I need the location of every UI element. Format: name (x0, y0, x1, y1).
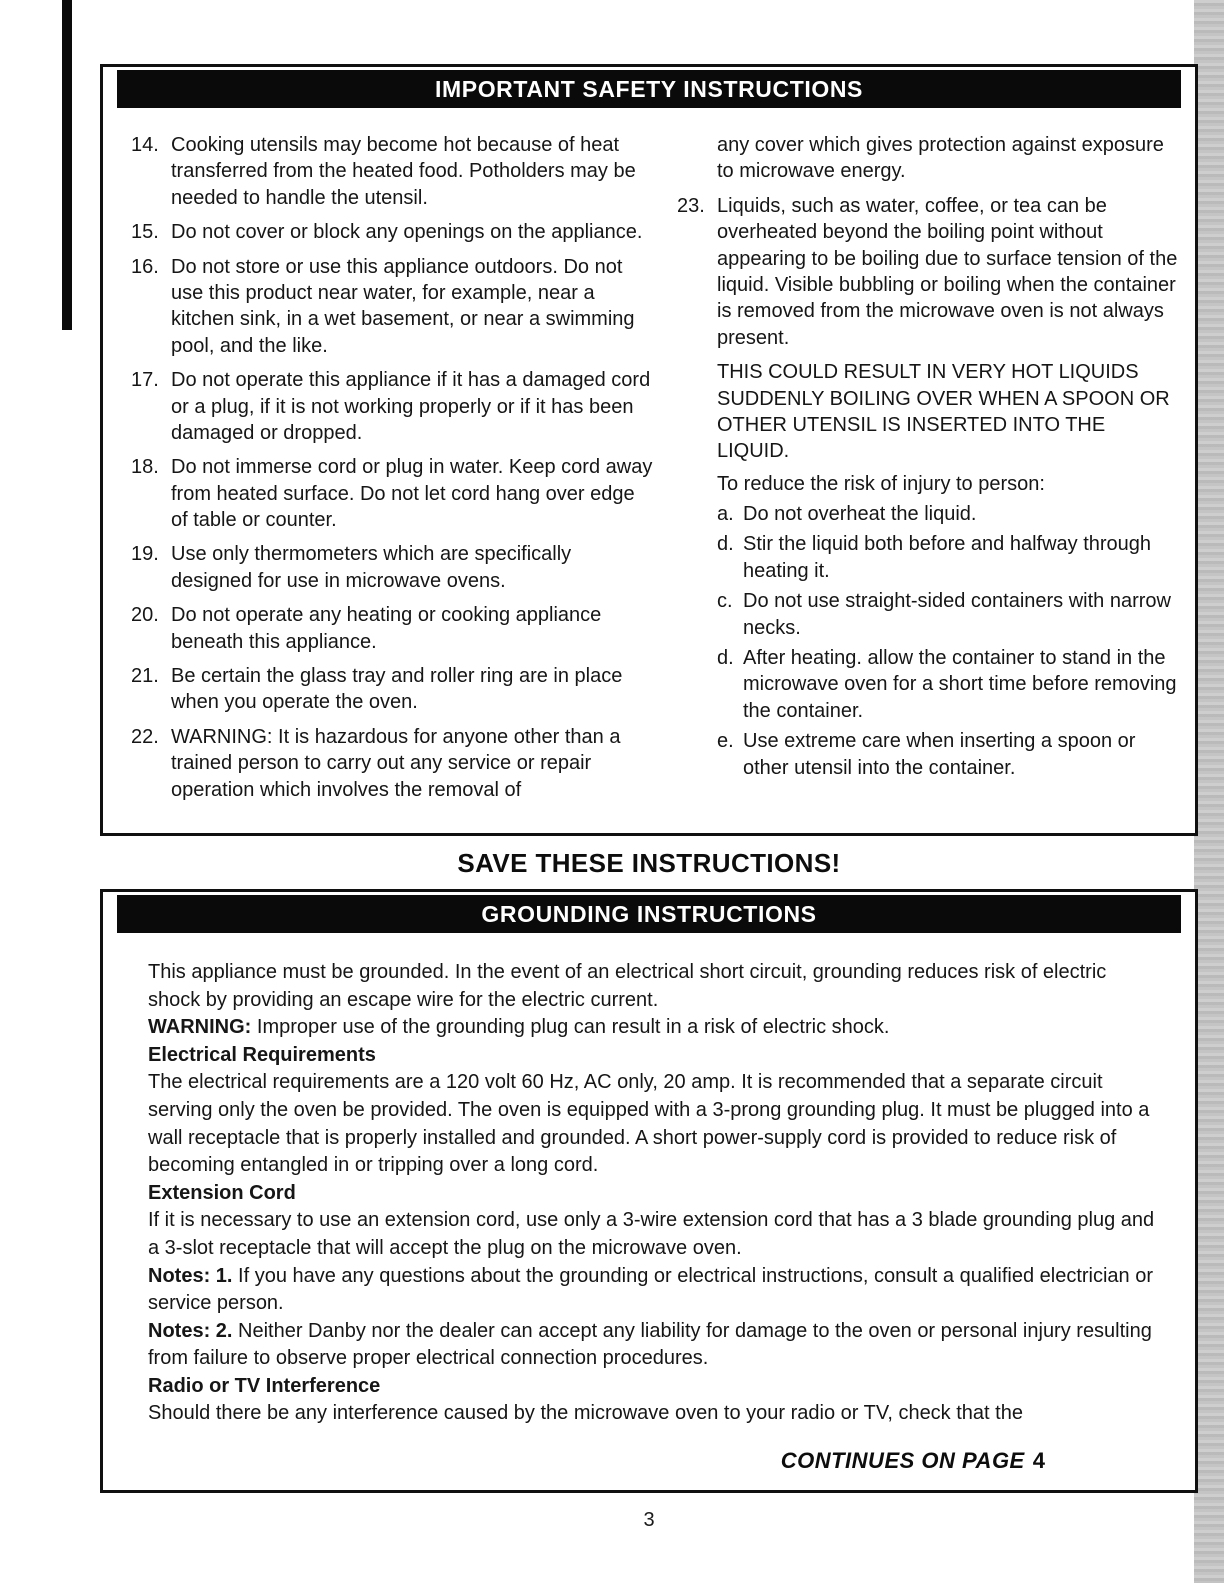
sub-letter: e. (717, 730, 734, 753)
continues-page-number: 4 (1032, 1448, 1045, 1474)
safety-item-16 (131, 254, 653, 360)
item-text: Do not immerse cord or plug in water. Keep cord away from heated surface. Do not let cord hang over edge of table or counter. (171, 456, 653, 532)
item-number: 23. (677, 194, 705, 217)
item-text: Cooking utensils may become hot because of heat transferred from the heated food. Potholders may be needed to handle the utensil. (171, 134, 636, 209)
continues-note (103, 1448, 1195, 1474)
item-text: WARNING: It is hazardous for anyone other than a trained person to carry out any service or repair operation which involves the removal of (171, 725, 621, 801)
sub-text: After heating. allow the container to stand in the microwave oven for a short time before removing the container. (743, 647, 1177, 722)
item-number: 18. (131, 456, 159, 479)
item-number: 19. (131, 543, 159, 566)
radio-tv-interference-heading: Radio or TV Interference (148, 1374, 381, 1397)
safety-item-15 (131, 219, 653, 245)
sub-item-d (717, 645, 1181, 724)
warning-label: WARNING: (148, 1016, 252, 1039)
sub-item-a (717, 501, 1181, 527)
safety-title-bar (117, 70, 1181, 108)
grounding-title: GROUNDING INSTRUCTIONS (481, 900, 817, 927)
sub-text: Use extreme care when inserting a spoon or other utensil into the container. (743, 730, 1136, 779)
grounding-warning (148, 1014, 1155, 1042)
extension-cord-heading: Extension Cord (148, 1181, 296, 1204)
radio-tv-interference-paragraph: Should there be any interference caused by the microwave oven to your radio or TV, check that the (148, 1402, 1023, 1425)
item-number (677, 132, 717, 185)
grounding-instructions-section (100, 889, 1198, 1493)
notes-2-text: Neither Danby nor the dealer can accept any liability for damage to the oven or personal injury resulting from failure to observe proper electrical connection procedures. (148, 1319, 1152, 1370)
safety-item-23 (677, 193, 1181, 351)
sub-text: Do not use straight-sided containers with narrow necks. (743, 590, 1171, 639)
sub-letter: c. (717, 590, 733, 613)
manual-page (100, 0, 1198, 1532)
item-number: 22. (131, 725, 159, 748)
sub-item-c (717, 588, 1181, 641)
electrical-requirements-paragraph: The electrical requirements are a 120 volt 60 Hz, AC only, 20 amp. It is recommended that a separate circuit serving only the oven be provided. The oven is equipped with a 3-prong grounding plug. It must be plugged into a wall receptacle that is properly installed and grounded. A short power-supply cord is provided to reduce risk of becoming entangled in or tripping over a long cord. (148, 1071, 1150, 1177)
grounding-title-bar (117, 895, 1181, 933)
safety-item-14 (131, 132, 653, 211)
notes-2 (148, 1318, 1155, 1373)
safety-column-right (677, 132, 1181, 811)
item-text: Be certain the glass tray and roller ring are in place when you operate the oven. (171, 665, 623, 714)
item-text: Liquids, such as water, coffee, or tea can be overheated beyond the boiling point without appearing to be boiling due to surface tension of the liquid. Visible bubbling or boiling when the container is removed from the microwave oven is not always present. (717, 194, 1178, 349)
sub-text: Stir the liquid both before and halfway through heating it. (743, 533, 1152, 582)
item-text: Use only thermometers which are specifically designed for use in microwave ovens. (171, 543, 572, 592)
safety-title: IMPORTANT SAFETY INSTRUCTIONS (435, 76, 863, 102)
sub-letter: d. (717, 647, 734, 670)
item-text: Do not cover or block any openings on the appliance. (171, 221, 643, 244)
notes-1-label: Notes: 1. (148, 1264, 233, 1287)
continues-label: CONTINUES ON PAGE (780, 1448, 1025, 1474)
safety-item-22 (131, 724, 653, 803)
sub-item-e (717, 728, 1181, 781)
notes-2-label: Notes: 2. (148, 1319, 233, 1342)
safety-item-17 (131, 367, 653, 446)
safety-columns (103, 108, 1195, 821)
grounding-paragraph-intro: This appliance must be grounded. In the event of an electrical short circuit, grounding reduces risk of electric shock by providing an escape wire for the electric current. (148, 960, 1107, 1011)
safety-item-19 (131, 541, 653, 594)
item-text: any cover which gives protection against exposure to microwave energy. (717, 134, 1164, 183)
scan-artifact-left-bar (62, 0, 72, 330)
item-number: 16. (131, 255, 159, 278)
save-instructions-heading: SAVE THESE INSTRUCTIONS! (457, 847, 841, 878)
item-text: Do not operate any heating or cooking appliance beneath this appliance. (171, 604, 602, 653)
grounding-body (103, 933, 1195, 1434)
safety-column-left (131, 132, 653, 811)
item-text: Do not operate this appliance if it has a damaged cord or a plug, if it is not working properly or if it has been damaged or dropped. (171, 369, 651, 444)
electrical-requirements-heading: Electrical Requirements (148, 1043, 376, 1066)
reduce-risk-intro: To reduce the risk of injury to person: (717, 472, 1045, 495)
safety-item-18 (131, 454, 653, 533)
item-text: Do not store or use this appliance outdoors. Do not use this product near water, for example, near a kitchen sink, in a wet basement, or near a swimming pool, and the like. (171, 255, 635, 357)
extension-cord-paragraph: If it is necessary to use an extension cord, use only a 3-wire extension cord that has a 3 blade grounding plug and a 3-slot receptacle that will accept the plug on the microwave oven. (148, 1209, 1155, 1259)
notes-1 (148, 1263, 1155, 1318)
hot-liquids-warning: THIS COULD RESULT IN VERY HOT LIQUIDS SUDDENLY BOILING OVER WHEN A SPOON OR OTHER UTENSIL IS INSERTED INTO THE LIQUID. (717, 361, 1170, 463)
item-number: 14. (131, 134, 159, 156)
item-number: 15. (131, 221, 159, 244)
safety-instructions-section (100, 64, 1198, 836)
page-number: 3 (643, 1509, 655, 1532)
item-number: 17. (131, 369, 159, 392)
scan-artifact-right-edge (1194, 0, 1224, 1583)
safety-item-20 (131, 602, 653, 655)
item-number: 20. (131, 604, 159, 627)
sub-letter: d. (717, 533, 734, 556)
warning-text: Improper use of the grounding plug can result in a risk of electric shock. (251, 1016, 890, 1039)
notes-1-text: If you have any questions about the grounding or electrical instructions, consult a qualified electrician or service person. (148, 1264, 1154, 1315)
item-number: 21. (131, 665, 159, 688)
sub-text: Do not overheat the liquid. (743, 503, 977, 526)
safety-item-21 (131, 663, 653, 716)
sub-letter: a. (717, 503, 734, 526)
sub-item-b (717, 531, 1181, 584)
safety-item-22-continuation (677, 132, 1181, 185)
